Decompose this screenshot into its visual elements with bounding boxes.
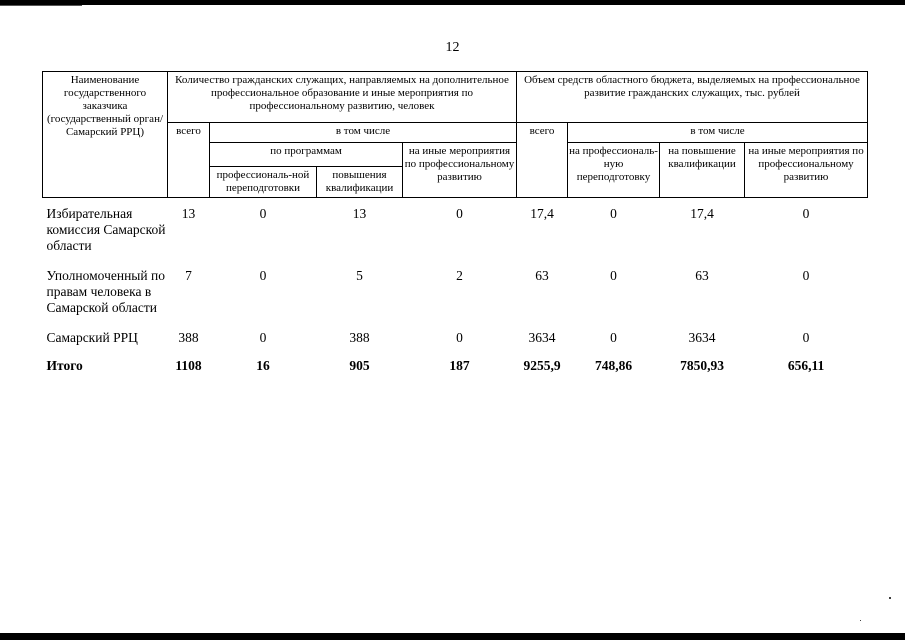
cell-count-total: 13	[181, 206, 196, 221]
header-other-events: на иные мероприятия по профессиональному развитию	[403, 143, 517, 198]
cell-budget-qualification: 3634	[688, 330, 716, 345]
total-row	[43, 358, 868, 374]
row-name: Самарский РРЦ	[46, 330, 138, 345]
scan-speck	[860, 620, 861, 621]
header-budget-total: всего	[517, 123, 568, 198]
total-count-retraining: 16	[256, 358, 270, 373]
total-label: Итого	[46, 358, 83, 373]
cell-count-other: 0	[456, 206, 463, 221]
cell-count-qualification: 13	[352, 206, 367, 221]
header-budget-including: в том числе	[568, 123, 868, 143]
header-budget-qualification: на повышение квалификации	[660, 143, 745, 198]
table-row	[43, 330, 868, 358]
cell-count-total: 388	[178, 330, 199, 345]
total-budget-other: 656,11	[787, 358, 825, 373]
header-budget-retraining: на профессиональ-ную переподготовку	[568, 143, 660, 198]
cell-budget-qualification: 17,4	[690, 206, 714, 221]
row-name: Уполномоченный по правам человека в Самарской области	[46, 268, 165, 315]
cell-count-other: 2	[456, 268, 463, 283]
cell-count-retraining: 0	[259, 268, 267, 283]
header-by-programs: по программам	[210, 143, 403, 167]
table-row	[43, 198, 868, 269]
cell-count-retraining: 0	[259, 206, 267, 221]
total-count-total: 1108	[175, 358, 202, 373]
header-retraining: профессиональ-ной переподготовки	[210, 167, 317, 198]
header-count-total: всего	[168, 123, 210, 198]
header-budget-other: на иные мероприятия по профессиональному развитию	[745, 143, 868, 198]
cell-budget-qualification: 63	[695, 268, 709, 283]
header-count-group: Количество гражданских служащих, направляемых на дополнительное профессиональное образование и иные мероприятия по профессиональному развитию, человек	[168, 72, 517, 123]
total-count-qualification: 905	[349, 358, 370, 373]
cell-budget-total: 17,4	[530, 206, 554, 221]
cell-budget-retraining: 0	[610, 330, 617, 345]
cell-count-total: 7	[185, 268, 192, 283]
header-budget-group: Объем средств областного бюджета, выделяемых на профессиональное развитие гражданских служащих, тыс. рублей	[517, 72, 868, 123]
header-count-including: в том числе	[210, 123, 517, 143]
cell-count-other: 0	[456, 330, 463, 345]
header-qualification: повышения квалификации	[317, 167, 403, 198]
top-scan-mark	[0, 5, 82, 6]
total-count-other: 187	[449, 358, 470, 373]
bottom-border	[0, 633, 905, 640]
scan-speck	[889, 597, 891, 599]
page-number: 12	[445, 40, 460, 55]
cell-budget-total: 63	[535, 268, 549, 283]
total-budget-retraining: 748,86	[594, 358, 633, 373]
total-budget-qualification: 7850,93	[680, 358, 724, 373]
total-budget-total: 9255,9	[523, 358, 561, 373]
cell-budget-retraining: 0	[610, 268, 617, 283]
cell-budget-other: 0	[802, 330, 810, 345]
cell-budget-retraining: 0	[610, 206, 617, 221]
top-border	[0, 0, 905, 5]
cell-count-retraining: 0	[259, 330, 267, 345]
cell-count-qualification: 388	[349, 330, 370, 345]
cell-count-qualification: 5	[356, 268, 363, 283]
header-name: Наименование государственного заказчика (государственный орган/Самарский РРЦ)	[43, 72, 168, 198]
budget-table	[42, 71, 868, 374]
cell-budget-other: 0	[802, 206, 810, 221]
cell-budget-other: 0	[802, 268, 810, 283]
row-name: Избирательная комиссия Самарской области	[46, 206, 166, 253]
table-row	[43, 268, 868, 330]
cell-budget-total: 3634	[528, 330, 556, 345]
